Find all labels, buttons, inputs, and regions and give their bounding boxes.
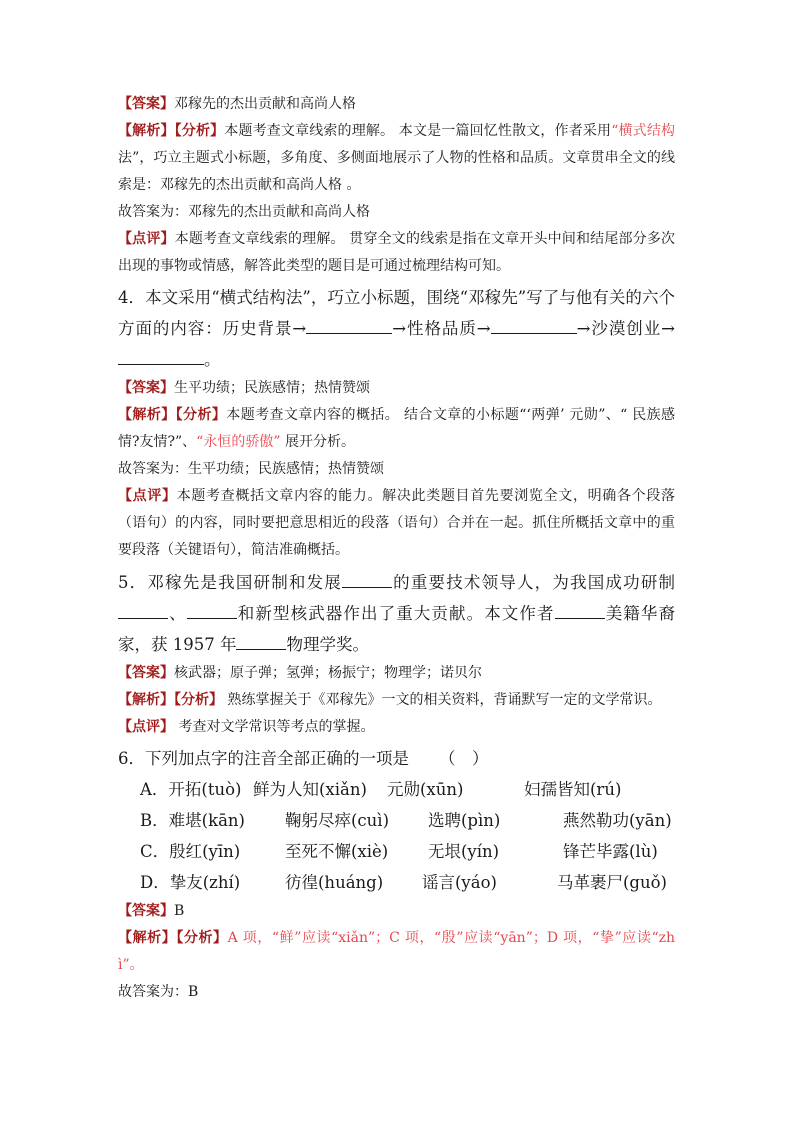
answer-label: 【答案】 <box>118 380 174 396</box>
q3-comment <box>118 226 675 280</box>
option-c-first <box>140 836 240 867</box>
q3-answer <box>118 91 675 118</box>
fill-blank <box>118 602 168 619</box>
q3-analysis <box>118 118 675 199</box>
option-row-a <box>118 774 675 805</box>
option-item: 开拓(tuò) <box>168 780 242 799</box>
option-b-first <box>140 805 245 836</box>
q3-comment-text: 本题考查文章线索的理解。 贯穿全文的线索是指在文章开头中间和结尾部分多次出现的事物或情感，解答此类型的题目是可通过梳理结构可知。 <box>118 231 675 274</box>
fill-blank <box>555 602 605 619</box>
q4-question-text: →沙漠创业→ <box>576 319 676 338</box>
q3-analysis-highlight: “横式结构 <box>611 123 675 139</box>
option-item: 鞠躬尽瘁(cuì) <box>285 811 390 830</box>
q6-final-answer: 故答案为：B <box>118 984 199 1000</box>
q5-answer <box>118 660 675 687</box>
q5-question-text: 、 <box>168 604 187 623</box>
q4-analysis-text: 本题考查文章内容的概括。 结合文章的小标题“‘两弹’ 元勋”、“ 民族感情?友情?”、 <box>118 407 676 450</box>
q3-final-answer: 故答案为：邓稼先的杰出贡献和高尚人格 <box>118 204 370 220</box>
breakdown-label: 【分析】 <box>175 407 227 423</box>
q4-analysis-text-rest: 展开分析。 <box>280 434 355 450</box>
q5-comment-text: 考查对文学常识等考点的掌握。 <box>174 719 375 735</box>
option-item: 锋芒毕露(lù) <box>563 842 658 861</box>
fill-blank <box>187 602 237 619</box>
document-page <box>118 91 675 1006</box>
fill-blank <box>342 571 392 588</box>
answer-label: 【答案】 <box>118 96 174 112</box>
answer-label: 【答案】 <box>118 665 174 681</box>
q6-answer <box>118 898 675 925</box>
option-letter: C． <box>140 842 170 861</box>
q4-question-text: 。 <box>204 350 221 369</box>
analysis-label: 【解析】 <box>118 123 175 139</box>
comment-label: 【点评】 <box>118 719 174 735</box>
q5-comment <box>118 714 675 741</box>
q3-answer-text: 邓稼先的杰出贡献和高尚人格 <box>174 96 356 112</box>
analysis-label: 【解析】 <box>118 930 177 946</box>
q6-analysis <box>118 925 675 979</box>
breakdown-label: 【分析】 <box>174 123 225 139</box>
q4-final-answer: 故答案为：生平功绩；民族感情；热情赞颂 <box>118 461 384 477</box>
option-item: 鲜为人知(xiǎn) <box>253 780 367 799</box>
breakdown-label: 【分析】 <box>176 930 228 946</box>
q6-answer-text: B <box>174 903 185 919</box>
option-item: 彷徨(huáng) <box>285 873 384 892</box>
q4-comment <box>118 483 675 564</box>
answer-label: 【答案】 <box>118 903 174 919</box>
q4-answer <box>118 375 675 402</box>
q5-question <box>118 567 675 660</box>
analysis-label: 【解析】 <box>118 692 174 708</box>
q6-question-text: 6．下列加点字的注音全部正确的一项是 <box>118 749 409 768</box>
option-letter: D． <box>140 873 170 892</box>
q5-question-text: 美籍华裔家，获 1957 年 <box>118 604 676 654</box>
q5-analysis <box>118 687 675 714</box>
q5-question-text: 和新型核武器作出了重大贡献。本文作者 <box>236 604 555 623</box>
q5-question-text: 的重要技术领导人，为我国成功研制 <box>391 573 676 592</box>
q6-analysis-text: A 项，“鲜”应读“xiǎn”；C 项，“殷”应读“yān”；D 项，“挚”应读“zhì”。 <box>118 930 676 973</box>
q5-answer-text: 核武器；原子弹；氢弹；杨振宁；物理学；诺贝尔 <box>174 665 482 681</box>
q4-question-text: 4．本文采用“横式结构法”，巧立小标题，围绕“邓稼先”写了与他有关的六个方面的内容：历史背景→ <box>118 288 675 338</box>
fill-blank <box>118 348 204 365</box>
q4-analysis-highlight: “永恒的骄傲” <box>196 434 281 450</box>
option-item: 选聘(pìn) <box>428 811 501 830</box>
q4-analysis <box>118 402 675 456</box>
q4-answer-text: 生平功绩；民族感情；热情赞颂 <box>174 380 370 396</box>
option-item: 马革裹尸(guǒ) <box>557 873 667 892</box>
option-item: 谣言(yáo) <box>422 873 497 892</box>
q4-comment-text: 本题考查概括文章内容的能力。解决此类题目首先要浏览全文，明确各个段落（语句）的内容，同时要把意思相近的段落（语句）合并在一起。抓住所概括文章中的重要段落（关键语句），简洁准确概括。 <box>118 488 675 558</box>
fill-blank <box>306 317 392 334</box>
q3-analysis-text: 本题考查文章线索的理解。 本文是一篇回忆性散文，作者采用 <box>224 123 612 139</box>
option-d-first <box>140 867 240 898</box>
q5-analysis-text: 熟练掌握关于《邓稼先》一文的相关资料，背诵默写一定的文学常识。 <box>223 692 662 708</box>
q3-analysis-text-rest: 法”，巧立主题式小标题，多角度、多侧面地展示了人物的性格和品质。文章贯串全文的线索是：邓稼先的杰出贡献和高尚人格 。 <box>118 150 675 193</box>
fill-blank <box>236 633 286 650</box>
analysis-label: 【解析】 <box>118 407 176 423</box>
option-item: 殷红(yīn) <box>169 842 241 861</box>
breakdown-label: 【分析】 <box>174 692 223 708</box>
option-row-b <box>118 805 675 836</box>
answer-bracket: （ ） <box>439 749 489 768</box>
q5-question-text: 物理学奖。 <box>286 635 369 654</box>
option-item: 难堪(kān) <box>168 811 245 830</box>
option-row-c <box>118 836 675 867</box>
q5-question-text: 5．邓稼先是我国研制和发展 <box>118 573 342 592</box>
q6-question <box>118 743 675 774</box>
option-row-d <box>118 867 675 898</box>
option-a-first <box>140 774 242 805</box>
q4-question <box>118 282 675 375</box>
q4-question-text: →性格品质→ <box>392 319 491 338</box>
option-item: 挚友(zhí) <box>169 873 241 892</box>
option-item: 燕然勒功(yān) <box>563 811 672 830</box>
option-item: 至死不懈(xiè) <box>285 842 389 861</box>
option-item: 元勋(xūn) <box>387 780 464 799</box>
option-item: 无垠(yín) <box>428 842 500 861</box>
comment-label: 【点评】 <box>118 488 177 504</box>
option-item: 妇孺皆知(rú) <box>524 780 622 799</box>
fill-blank <box>491 317 577 334</box>
comment-label: 【点评】 <box>118 231 175 247</box>
option-letter: A． <box>140 780 169 799</box>
option-letter: B． <box>140 811 169 830</box>
